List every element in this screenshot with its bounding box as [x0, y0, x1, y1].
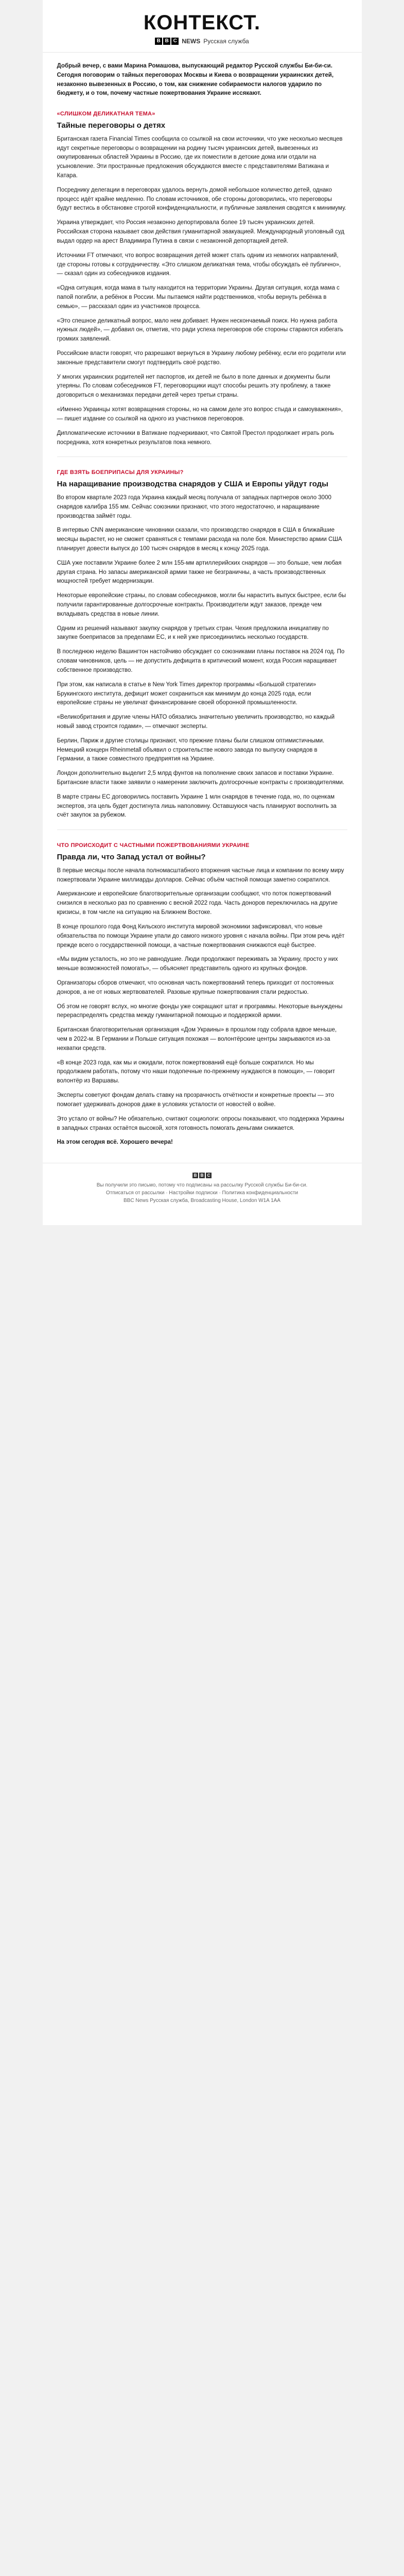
paragraph: В интервью CNN американские чиновники сказали, что производство снарядов в США в ближайшие месяцы вырастет, но не сможет сравняться с темпами расхода на поле боя. Министерство армии США планирует довести выпуск до 100 тысяч снарядов в месяц к концу 2025 года.	[57, 527, 342, 552]
paragraph: Российские власти говорят, что разрешают вернуться в Украину любому ребёнку, если его родители или законные представители смогут подтвердить своё родство.	[57, 350, 346, 366]
paragraph: «Именно Украинцы хотят возвращения стороны, но на самом деле это вопрос стыда и самоуважения», — пишет издание со ссылкой на одного из участников переговоров.	[57, 406, 343, 422]
section-title: Тайные переговоры о детях	[57, 121, 166, 130]
footer-text: Вы получили это письмо, потому что подписаны на рассылку Русской службы Би-би-си.	[96, 1182, 308, 1189]
masthead	[43, 0, 362, 53]
footer-bbc-logo: B B C	[192, 1173, 212, 1178]
paragraph: «Мы видим усталость, но это не равнодушие. Люди продолжают переживать за Украину, просто у них меньше возможностей помогать», — объясняет представитель одного из крупных фондов.	[57, 956, 338, 972]
paragraph: В марте страны ЕС договорились поставить Украине 1 млн снарядов в течение года, но, по оценкам экспертов, эта цель будет достигнута лишь наполовину. Оставшуюся часть планируют восполнить за счёт закупок за рубежом.	[57, 793, 337, 819]
paragraph: Во втором квартале 2023 года Украина каждый месяц получала от западных партнеров около 3000 снарядов калибра 155 мм. Сейчас союзники признают, что этого недостаточно, и наращивание производства займёт годы.	[57, 494, 331, 519]
paragraph: Лондон дополнительно выделит 2,5 млрд фунтов на пополнение своих запасов и поставки Украине. Британские власти также заявили о намерении заключить долгосрочные контракты с производителями.	[57, 770, 345, 786]
newsletter	[43, 0, 362, 1225]
paragraph: «Великобритания и другие члены НАТО обязались значительно увеличить производство, но каждый новый завод строится годами», — отмечают эксперты.	[57, 714, 335, 730]
footer-links[interactable]: Отписаться от рассылки · Настройки подписки · Политика конфиденциальности	[106, 1190, 298, 1196]
divider	[57, 829, 347, 830]
footer-address: BBC News Русская служба, Broadcasting House, London W1A 1AA	[124, 1198, 280, 1204]
section-label: «СЛИШКОМ ДЕЛИКАТНАЯ ТЕМА»	[57, 111, 155, 117]
section-title: Правда ли, что Запад устал от войны?	[57, 853, 206, 862]
section-label: ЧТО ПРОИСХОДИТ С ЧАСТНЫМИ ПОЖЕРТВОВАНИЯМИ УКРАИНЕ	[57, 842, 250, 849]
paragraph: Американские и европейские благотворительные организации сообщают, что поток пожертвований снизился в несколько раз по сравнению с весной 2022 года. Часть доноров переключилась на другие кризисы, в том числе на ситуацию на Ближнем Востоке.	[57, 891, 338, 916]
paragraph: Источники FT отмечают, что вопрос возвращения детей может стать одним из немногих направлений, где стороны готовы к сотрудничеству. «Это слишком деликатная тема, чтобы обсуждать её публично», — сказал один из собеседников издания.	[57, 252, 341, 277]
paragraph: Украина утверждает, что Россия незаконно депортировала более 19 тысяч украинских детей. Российская сторона называет свои действия гуманитарной эвакуацией. Международный уголовный суд выдал ордер на арест Владимира Путина в связи с незаконной депортацией детей.	[57, 219, 344, 244]
section-title: На наращивание производства снарядов у США и Европы уйдут годы	[57, 480, 328, 489]
section-donations	[57, 841, 347, 1133]
divider	[57, 456, 347, 457]
bbc-logo: B B C	[155, 38, 179, 45]
paragraph: Эксперты советуют фондам делать ставку на прозрачность отчётности и конкретные проекты — это помогает удерживать доноров даже в условиях усталости от новостей о войне.	[57, 1092, 334, 1108]
paragraph: Организаторы сборов отмечают, что основная часть пожертвований теперь приходит от постоянных доноров, а не от новых жертвователей. Разовые крупные пожертвования стали редкостью.	[57, 979, 334, 995]
paragraph: В первые месяцы после начала полномасштабного вторжения частные лица и компании по всему миру пожертвовали Украине миллиарды долларов. Сейчас объём частной помощи заметно сократился.	[57, 867, 344, 883]
paragraph: У многих украинских родителей нет паспортов, их детей не было в поле данных и документы были утеряны. По словам собеседников FT, переговорщики ищут способы решить эту проблему, а также договориться о механизмах передачи детей через третьи страны.	[57, 374, 331, 399]
paragraph: При этом, как написала в статье в New York Times директор программы «Большой стратегии» Брукингского института, дефицит может сохраниться как минимум до конца 2025 года, если европейские страны не увеличат финансирование своей оборонной промышленности.	[57, 681, 317, 706]
section-label: ГДЕ ВЗЯТЬ БОЕПРИПАСЫ ДЛЯ УКРАИНЫ?	[57, 469, 184, 476]
paragraph: В последнюю неделю Вашингтон настойчиво обсуждает со союзниками планы поставок на 2024 год. По словам чиновников, цель — не допустить дефицита в критический момент, когда Россия наращивает собственное производство.	[57, 649, 345, 673]
brand-news: NEWS	[182, 38, 201, 45]
section-ammunition	[57, 468, 347, 820]
paragraph: «В конце 2023 года, как мы и ожидали, поток пожертвований ещё больше сократился. Но мы продолжаем работать, потому что наши подопечные по-прежнему нуждаются в помощи», — говорит волонтёр из Варшавы.	[57, 1059, 335, 1084]
footer	[43, 1163, 362, 1205]
brand-service: Русская служба	[203, 38, 249, 45]
content	[43, 53, 362, 1147]
closing-line: На этом сегодня всё. Хорошего вечера!	[57, 1139, 173, 1146]
paragraph: Дипломатические источники в Ватикане подчеркивают, что Святой Престол продолжает играть роль посредника, хотя конкретных результатов пока немного.	[57, 430, 334, 446]
paragraph: «Это спешное деликатный вопрос, мало нем добивает. Нужен нескончаемый поиск. Но нужна работа нужных людей», — добавил он, отметив, что ради успеха переговоров обе стороны стараются избегать громких заявлений.	[57, 317, 343, 343]
paragraph: Некоторые европейские страны, по словам собеседников, могли бы нарастить выпуск быстрее, если бы получили гарантированные долгосрочные контракты. Производители ждут заказов, прежде чем вкладывать средства в новые линии.	[57, 592, 346, 617]
paragraph: «Одна ситуация, когда мама в тылу находится на территории Украины. Другая ситуация, когда мама с папой погибли, а ребёнок в России. Мы пытаемся найти родственников, чтобы вернуть ребёнка в семью», — рассказал один из участников процесса.	[57, 285, 340, 310]
intro-paragraph: Добрый вечер, с вами Марина Ромашова, выпускающий редактор Русской службы Би-би-си. Сегодня поговорим о тайных переговорах Москвы и Киева о возвращении украинских детей, незаконно вывезенных в Россию, о том, как снижение собираемости налогов ударило по бюджету, и о том, почему частные пожертвования Украине иссякают.	[57, 63, 334, 97]
paragraph: Британская благотворительная организация «Дом Украины» в прошлом году собрала вдвое меньше, чем в 2022-м. В Германии и Польше ситуация похожая — волонтёрские центры закрываются из-за нехватки средств.	[57, 1027, 337, 1052]
section-children	[57, 110, 347, 447]
paragraph: Посреднику делегации в переговорах удалось вернуть домой небольшое количество детей, однако процесс идёт крайне медленно. По словам источников, обе стороны договорились, что переговоры будут вестись в обстановке строгой конфиденциальности, и публичные заявления сводятся к минимуму.	[57, 187, 346, 212]
paragraph: Об этом не говорят вслух, но многие фонды уже сокращают штат и программы. Некоторые вынуждены перераспределять средства между гуманитарной помощью и поддержкой армии.	[57, 1003, 343, 1019]
paragraph: Берлин, Париж и другие столицы признают, что прежние планы были слишком оптимистичными. Немецкий концерн Rheinmetall объявил о строительстве нового завода по выпуску снарядов в Германии, а также совместного предприятия на Украине.	[57, 737, 325, 762]
brand-line	[43, 38, 362, 45]
paragraph: Британская газета Financial Times сообщила со ссылкой на свои источники, что уже несколько месяцев идут секретные переговоры о возвращении на родину тысяч украинских детей, вывезенных из оккупированных областей Украины в Россию, где их поместили в детские дома или отдали на усыновление. Эти пространные предложения обсуждаются вместе с представителями Ватикана и Катара.	[57, 135, 343, 179]
paragraph: Это устало от войны? Не обязательно, считают социологи: опросы показывают, что поддержка Украины в западных странах остаётся высокой, хотя готовность помогать деньгами снижается.	[57, 1115, 344, 1131]
paragraph: США уже поставили Украине более 2 млн 155-мм артиллерийских снарядов — это больше, чем любая другая страна. Но запасы американской армии также не безграничны, а часть производственных мощностей требует модернизации.	[57, 560, 342, 585]
paragraph: В конце прошлого года Фонд Кильского института мировой экономики зафиксировал, что новые обязательства по помощи Украине упали до самого низкого уровня с начала войны. При этом речь идёт прежде всего о государственной помощи, а частные пожертвования снижаются ещё быстрее.	[57, 923, 345, 948]
paragraph: Одним из решений называют закупку снарядов у третьих стран. Чехия предложила инициативу по закупке боеприпасов за пределами ЕС, и к ней уже присоединились несколько государств.	[57, 625, 329, 641]
newsletter-logo: КОНТЕКСТ.	[143, 11, 261, 34]
